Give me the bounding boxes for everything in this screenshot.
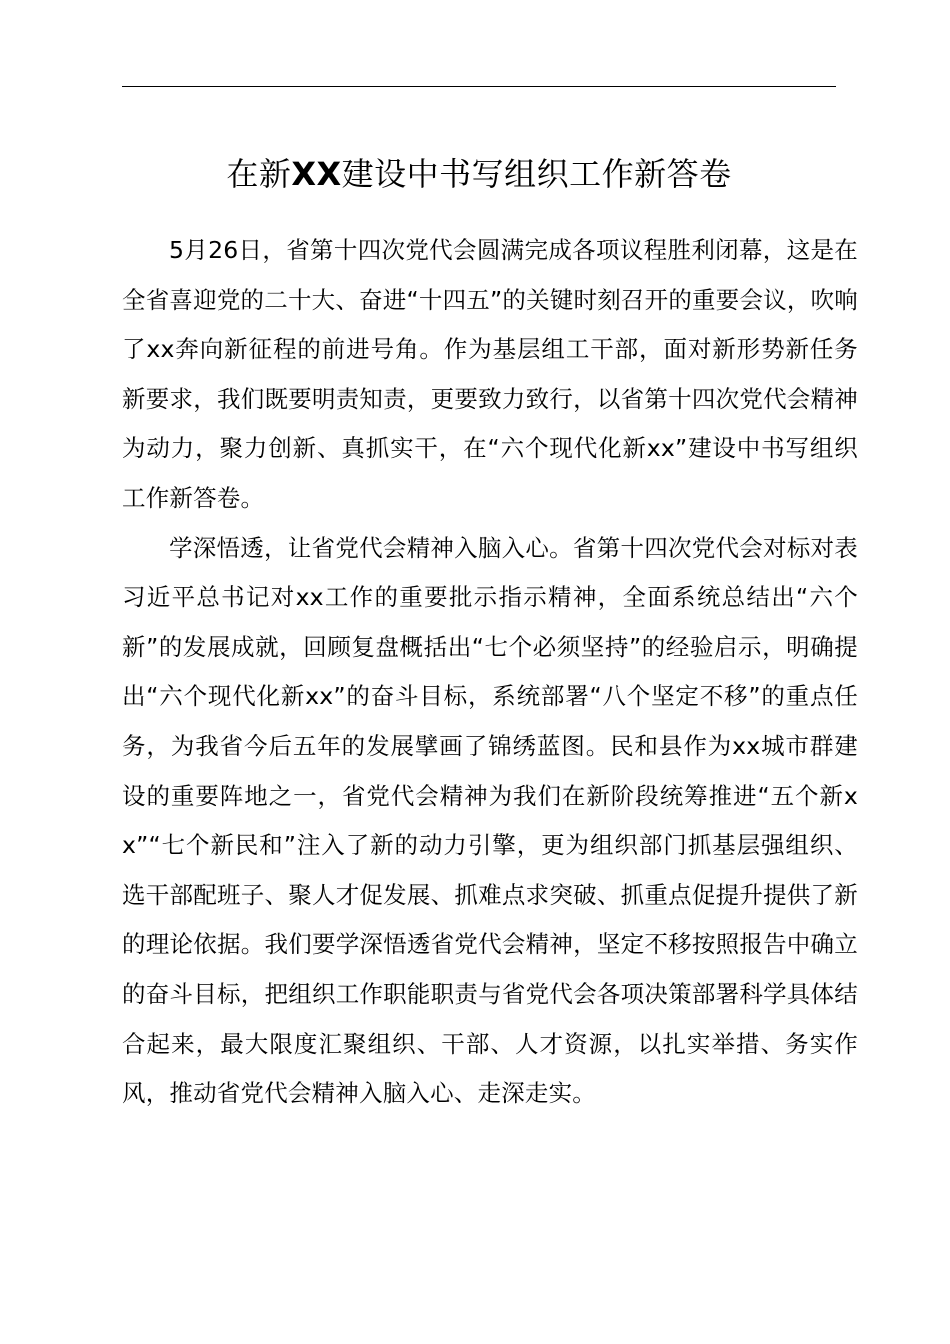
title-prefix: 在新 [226, 155, 292, 193]
paragraph-2: 学深悟透，让省党代会精神入脑入心。省第十四次党代会对标对表习近平总书记对xx工作的重要批示指示精神，全面系统总结出“六个新”的发展成就，回顾复盘概括出“七个必须坚持”的经验启示，明确提出“六个现代化新xx”的奋斗目标，系统部署“八个坚定不移”的重点任务，为我省今后五年的发展擘画了锦绣蓝图。民和县作为xx城市群建设的重要阵地之一，省党代会精神为我们在新阶段统筹推进“五个新xx”“七个新民和”注入了新的动力引擎，更为组织部门抓基层强组织、选干部配班子、聚人才促发展、抓难点求突破、抓重点促提升提供了新的理论依据。我们要学深悟透省党代会精神，坚定不移按照报告中确立的奋斗目标，把组织工作职能职责与省党代会各项决策部署科学具体结合起来，最大限度汇聚组织、干部、人才资源，以扎实举措、务实作风，推动省党代会精神入脑入心、走深走实。 [122, 533, 858, 1108]
title-bold: XX [291, 155, 342, 193]
paragraph-1: 5月26日，省第十四次党代会圆满完成各项议程胜利闭幕，这是在全省喜迎党的二十大、奋进“十四五”的关键时刻召开的重要会议，吹响了xx奔向新征程的前进号角。作为基层组工干部，面对新形势新任务新要求，我们既要明责知责，更要致力致行，以省第十四次党代会精神为动力，聚力创新、真抓实干，在“六个现代化新xx”建设中书写组织工作新答卷。 [122, 236, 858, 512]
title-suffix: 建设中书写组织工作新答卷 [341, 155, 732, 193]
page-title [122, 150, 836, 198]
document-body [122, 226, 858, 1119]
header-rule [122, 86, 836, 87]
